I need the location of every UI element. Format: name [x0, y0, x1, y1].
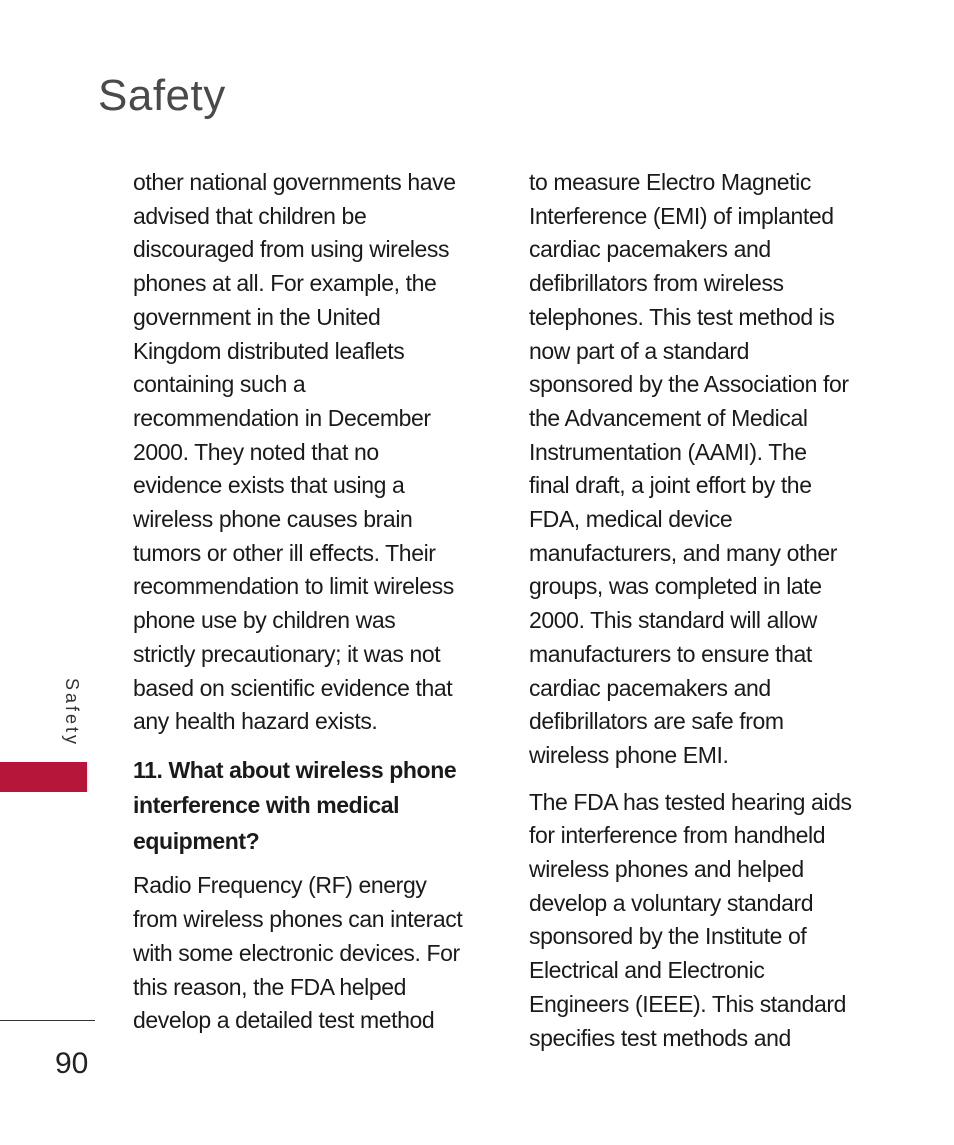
text-line: the Advancement of Medical — [529, 404, 808, 431]
text-line: cardiac pacemakers and — [529, 236, 771, 263]
text-line: Interference (EMI) of implanted — [529, 202, 834, 229]
text-line: this reason, the FDA helped — [133, 973, 407, 1000]
text-line: containing such a — [133, 371, 306, 398]
text-line: develop a detailed test method — [133, 1007, 435, 1034]
text-line: defibrillators from wireless — [529, 270, 784, 297]
text-line: recommendation to limit wireless — [133, 573, 454, 600]
text-line: Electrical and Electronic — [529, 957, 765, 984]
question-heading — [133, 753, 493, 860]
text-line: phones at all. For example, the — [133, 270, 437, 297]
heading-line: equipment? — [133, 827, 260, 854]
text-line: groups, was completed in late — [529, 573, 822, 600]
text-line: tumors or other ill effects. Their — [133, 539, 436, 566]
page-number: 90 — [55, 1047, 89, 1080]
text-line: sponsored by the Institute of — [529, 923, 807, 950]
text-line: 2000. They noted that no — [133, 438, 379, 465]
text-line: Radio Frequency (RF) energy — [133, 872, 427, 899]
text-line: other national governments have — [133, 169, 456, 195]
text-line: wireless phone causes brain — [133, 506, 413, 533]
text-line: now part of a standard — [529, 337, 750, 364]
page-title: Safety — [98, 71, 226, 120]
text-line: any health hazard exists. — [133, 708, 378, 735]
left-column — [133, 166, 493, 1038]
left-paragraph-1 — [133, 166, 493, 739]
left-paragraph-2 — [133, 869, 493, 1038]
text-line: wireless phones and helped — [529, 856, 804, 883]
spacer — [529, 773, 899, 786]
text-line: sponsored by the Association for — [529, 371, 849, 398]
section-tab-marker — [0, 762, 87, 792]
text-line: final draft, a joint effort by the — [529, 472, 812, 499]
text-line: manufacturers to ensure that — [529, 640, 812, 667]
text-line: manufacturers, and many other — [529, 539, 838, 566]
right-paragraph-1 — [529, 166, 899, 773]
text-line: Kingdom distributed leaflets — [133, 337, 405, 364]
text-line: discouraged from using wireless — [133, 236, 450, 263]
text-line: from wireless phones can interact — [133, 906, 463, 933]
text-line: to measure Electro Magnetic — [529, 169, 811, 195]
text-line: develop a voluntary standard — [529, 889, 814, 916]
text-line: The FDA has tested hearing aids — [529, 788, 852, 815]
text-line: based on scientific evidence that — [133, 674, 453, 701]
text-line: Engineers (IEEE). This standard — [529, 990, 847, 1017]
text-line: with some electronic devices. For — [133, 939, 460, 966]
heading-line: interference with medical — [133, 792, 400, 819]
text-line: specifies test methods and — [529, 1024, 791, 1051]
text-line: telephones. This test method is — [529, 303, 835, 330]
heading-line: 11. What about wireless phone — [133, 756, 457, 783]
text-line: FDA, medical device — [529, 506, 733, 533]
text-line: defibrillators are safe from — [529, 708, 784, 735]
text-line: phone use by children was — [133, 607, 396, 634]
text-line: cardiac pacemakers and — [529, 674, 771, 701]
right-column — [529, 166, 899, 1055]
footer-divider — [0, 1020, 95, 1021]
text-line: government in the United — [133, 303, 381, 330]
text-line: evidence exists that using a — [133, 472, 405, 499]
right-paragraph-2 — [529, 786, 899, 1056]
text-line: for interference from handheld — [529, 822, 826, 849]
text-line: strictly precautionary; it was not — [133, 640, 441, 667]
text-line: wireless phone EMI. — [529, 741, 729, 768]
text-line: 2000. This standard will allow — [529, 607, 818, 634]
spacer — [133, 739, 493, 753]
text-line: Instrumentation (AAMI). The — [529, 438, 807, 465]
text-line: advised that children be — [133, 202, 367, 229]
spacer — [133, 859, 493, 869]
side-section-label: Safety — [62, 678, 82, 748]
text-line: recommendation in December — [133, 404, 431, 431]
